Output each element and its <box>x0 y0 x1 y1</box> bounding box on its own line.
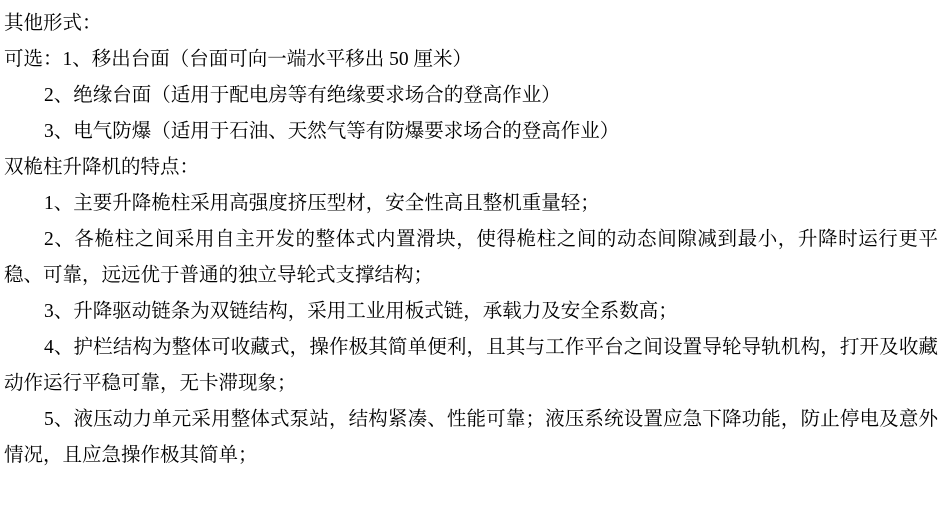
paragraph-option-2: 2、绝缘台面（适用于配电房等有绝缘要求场合的登高作业） <box>43 85 561 106</box>
paragraph-option-1: 可选：1、移出台面（台面可向一端水平移出 50 厘米） <box>4 49 473 70</box>
paragraph-features-heading: 双桅柱升降机的特点： <box>4 157 200 178</box>
paragraph-feature-4: 4、护栏结构为整体可收藏式，操作极其简单便利，且其与工作平台之间设置导轮导轨机构，打开及收藏动作运行平稳可靠，无卡滞现象； <box>4 337 938 394</box>
paragraph-feature-5: 5、液压动力单元采用整体式泵站，结构紧凑、性能可靠；液压系统设置应急下降功能，防止停电及意外情况，且应急操作极其简单； <box>4 409 938 466</box>
paragraph-feature-1: 1、主要升降桅柱采用高强度挤压型材，安全性高且整机重量轻； <box>43 193 600 214</box>
paragraph-option-3: 3、电气防爆（适用于石油、天然气等有防爆要求场合的登高作业） <box>43 121 620 142</box>
paragraph-feature-2: 2、各桅柱之间采用自主开发的整体式内置滑块，使得桅柱之间的动态间隙减到最小，升降时运行更平稳、可靠，远远优于普通的独立导轮式支撑结构； <box>4 229 938 286</box>
paragraph-other-forms-heading: 其他形式： <box>4 13 102 34</box>
paragraph-feature-3: 3、升降驱动链条为双链结构，采用工业用板式链，承载力及安全系数高； <box>43 301 678 322</box>
